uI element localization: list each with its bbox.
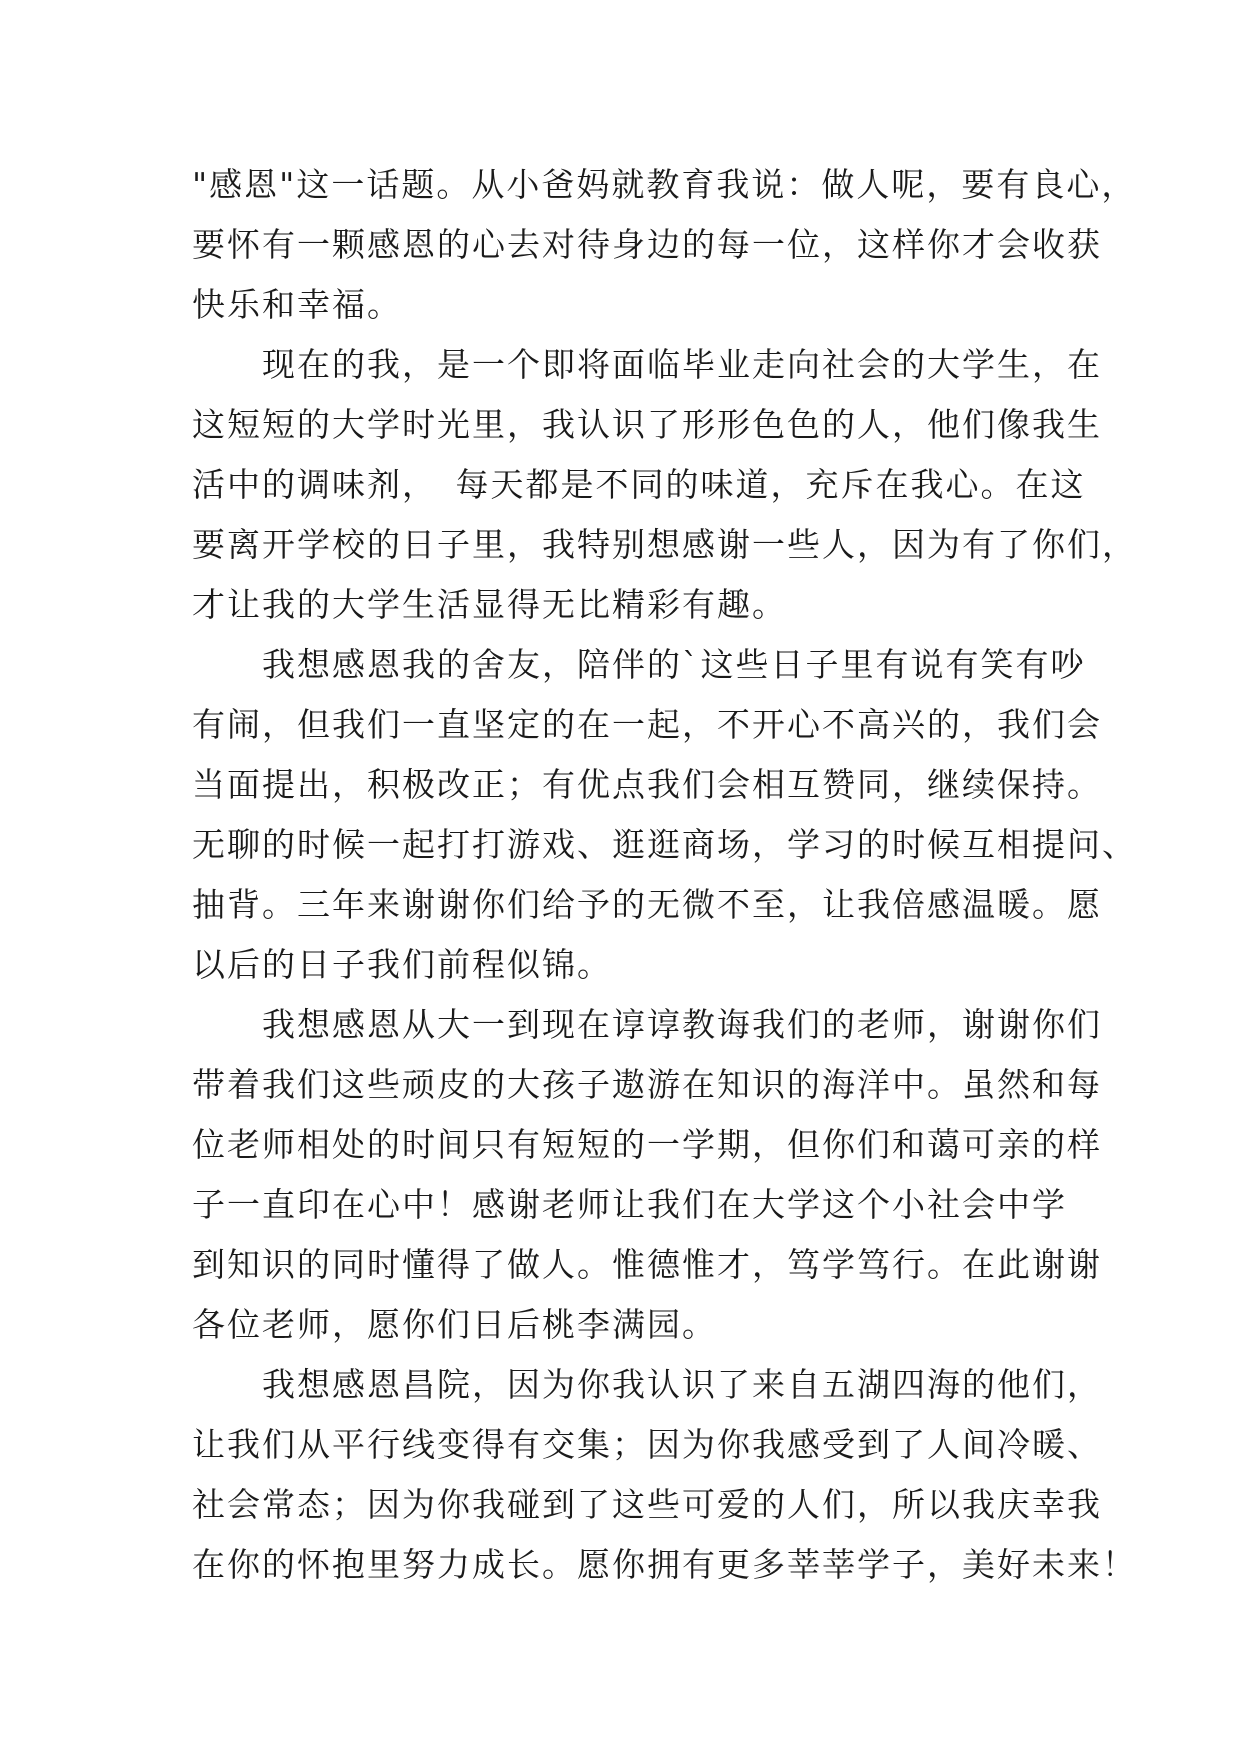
text-line: 我想感恩昌院，因为你我认识了来自五湖四海的他们， [192,1365,1102,1404]
text-line: 抽背。三年来谢谢你们给予的无微不至，让我倍感温暖。愿 [192,885,1102,924]
text-line: 无聊的时候一起打打游戏、逛逛商场，学习的时候互相提问、 [192,825,1137,864]
text-line: 我想感恩从大一到现在谆谆教诲我们的老师，谢谢你们 [192,1005,1102,1044]
text-line: 子一直印在心中！感谢老师让我们在大学这个小社会中学 [192,1185,1067,1224]
text-line: 社会常态；因为你我碰到了这些可爱的人们，所以我庆幸我 [192,1485,1102,1524]
text-line: 现在的我，是一个即将面临毕业走向社会的大学生，在 [192,345,1102,384]
text-line: 有闹，但我们一直坚定的在一起，不开心不高兴的，我们会 [192,705,1102,744]
text-line: 当面提出，积极改正；有优点我们会相互赞同，继续保持。 [192,765,1102,804]
text-line: 要怀有一颗感恩的心去对待身边的每一位，这样你才会收获 [192,225,1102,264]
text-line: 各位老师，愿你们日后桃李满园。 [192,1305,717,1344]
text-line: 带着我们这些顽皮的大孩子遨游在知识的海洋中。虽然和每 [192,1065,1102,1104]
text-line: 快乐和幸福。 [192,285,402,324]
text-line: 以后的日子我们前程似锦。 [192,945,612,984]
text-line: "感恩"这一话题。从小爸妈就教育我说：做人呢，要有良心， [192,165,1137,204]
text-line: 到知识的同时懂得了做人。惟德惟才，笃学笃行。在此谢谢 [192,1245,1102,1284]
text-line: 要离开学校的日子里，我特别想感谢一些人，因为有了你们， [192,525,1137,564]
text-line: 让我们从平行线变得有交集；因为你我感受到了人间冷暖、 [192,1425,1102,1464]
text-line: 我想感恩我的舍友，陪伴的`这些日子里有说有笑有吵 [192,645,1086,684]
text-line: 位老师相处的时间只有短短的一学期，但你们和蔼可亲的样 [192,1125,1102,1164]
body-text [192,155,1137,1595]
text-line: 这短短的大学时光里，我认识了形形色色的人，他们像我生 [192,405,1102,444]
text-line: 活中的调味剂， 每天都是不同的味道，充斥在我心。在这 [192,465,1086,504]
text-line: 在你的怀抱里努力成长。愿你拥有更多莘莘学子，美好未来！ [192,1545,1137,1584]
text-line: 才让我的大学生活显得无比精彩有趣。 [192,585,787,624]
